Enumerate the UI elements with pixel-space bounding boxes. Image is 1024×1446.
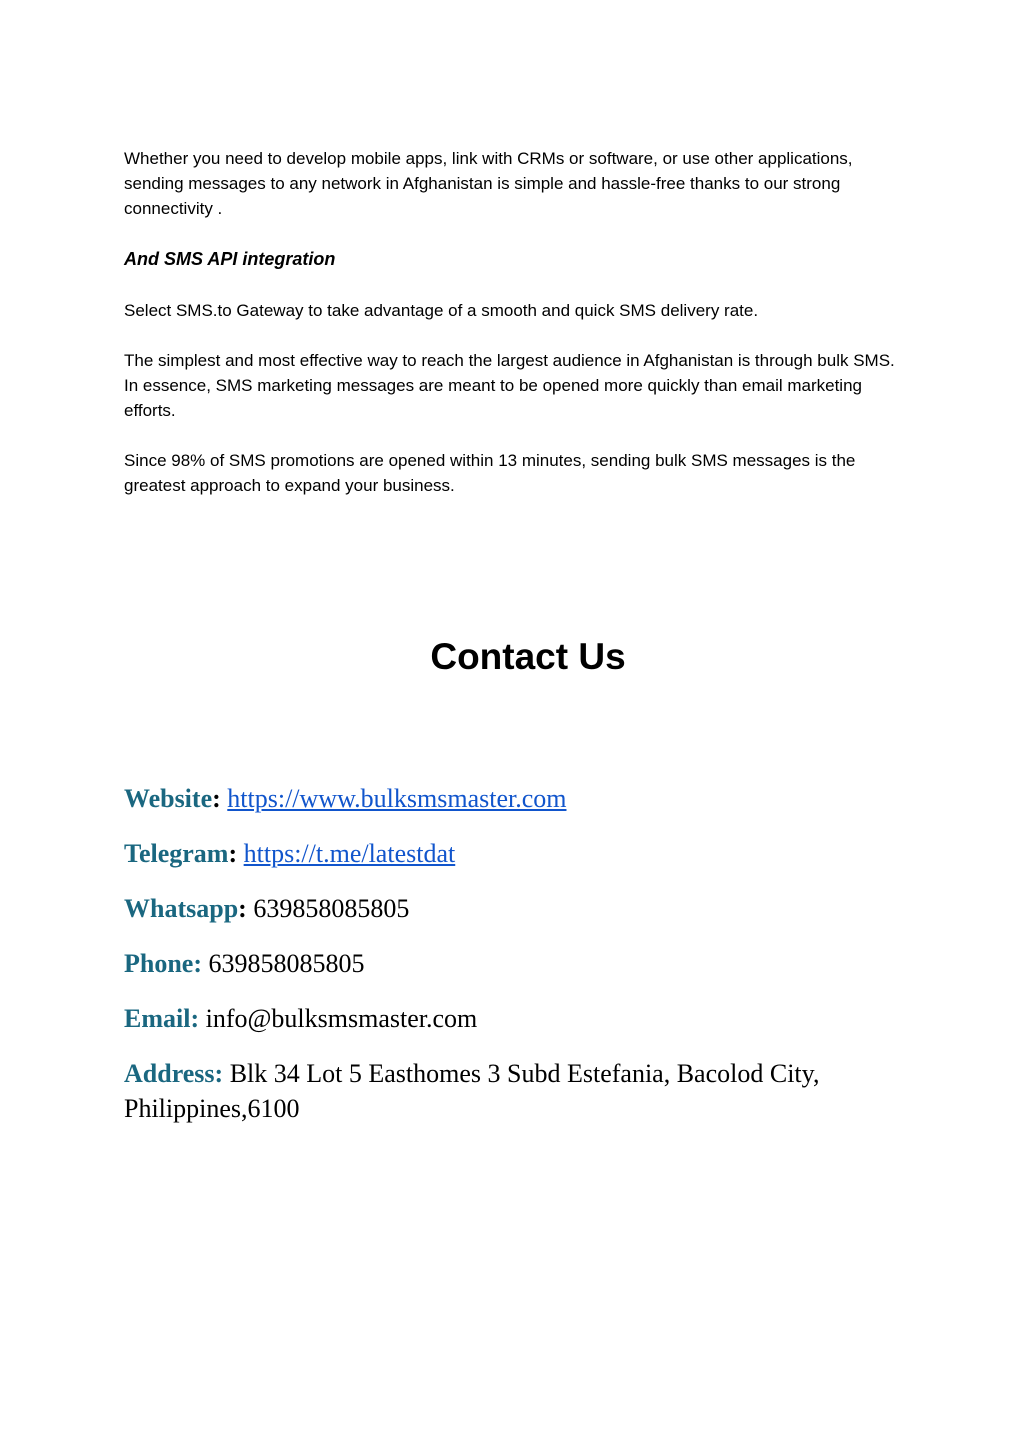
contact-email-row — [124, 1001, 884, 1036]
address-label: Address: — [124, 1059, 224, 1088]
contact-phone-row — [124, 946, 884, 981]
telegram-link[interactable]: https://t.me/latestdat — [243, 839, 456, 868]
paragraph-gateway: Select SMS.to Gateway to take advantage of a smooth and quick SMS delivery rate. — [124, 301, 759, 320]
telegram-colon: : — [228, 839, 238, 868]
contact-whatsapp-row — [124, 891, 884, 926]
whatsapp-value: 639858085805 — [253, 894, 410, 923]
telegram-label: Telegram — [124, 839, 229, 868]
whatsapp-label: Whatsapp — [124, 894, 239, 923]
email-value: info@bulksmsmaster.com — [205, 1004, 478, 1033]
whatsapp-colon: : — [238, 894, 247, 923]
address-value: Blk 34 Lot 5 Easthomes 3 Subd Estefania, Bacolod City, Philippines,6100 — [124, 1059, 820, 1123]
contact-website-row — [124, 781, 884, 816]
phone-label: Phone: — [124, 949, 202, 978]
paragraph-promotions: Since 98% of SMS promotions are opened within 13 minutes, sending bulk SMS messages is the greatest approach to expand your business. — [124, 451, 856, 495]
paragraph-audience: The simplest and most effective way to reach the largest audience in Afghanistan is through bulk SMS. In essence, SMS marketing messages are meant to be opened more quickly than email marketing efforts. — [124, 351, 895, 420]
email-label: Email: — [124, 1004, 200, 1033]
website-link[interactable]: https://www.bulksmsmaster.com — [227, 784, 567, 813]
website-colon: : — [212, 784, 221, 813]
contact-address-row — [124, 1056, 884, 1126]
contact-list — [124, 781, 884, 1146]
contact-telegram-row — [124, 836, 884, 871]
phone-value: 639858085805 — [208, 949, 365, 978]
paragraph-api-heading: And SMS API integration — [124, 249, 336, 269]
contact-title: Contact Us — [430, 636, 626, 677]
paragraph-connectivity: Whether you need to develop mobile apps, link with CRMs or software, or use other applications, sending messages to any network in Afghanistan is simple and hassle-free thanks to our strong connectivity . — [124, 149, 853, 218]
website-label: Website — [124, 784, 213, 813]
body-text — [124, 146, 904, 498]
